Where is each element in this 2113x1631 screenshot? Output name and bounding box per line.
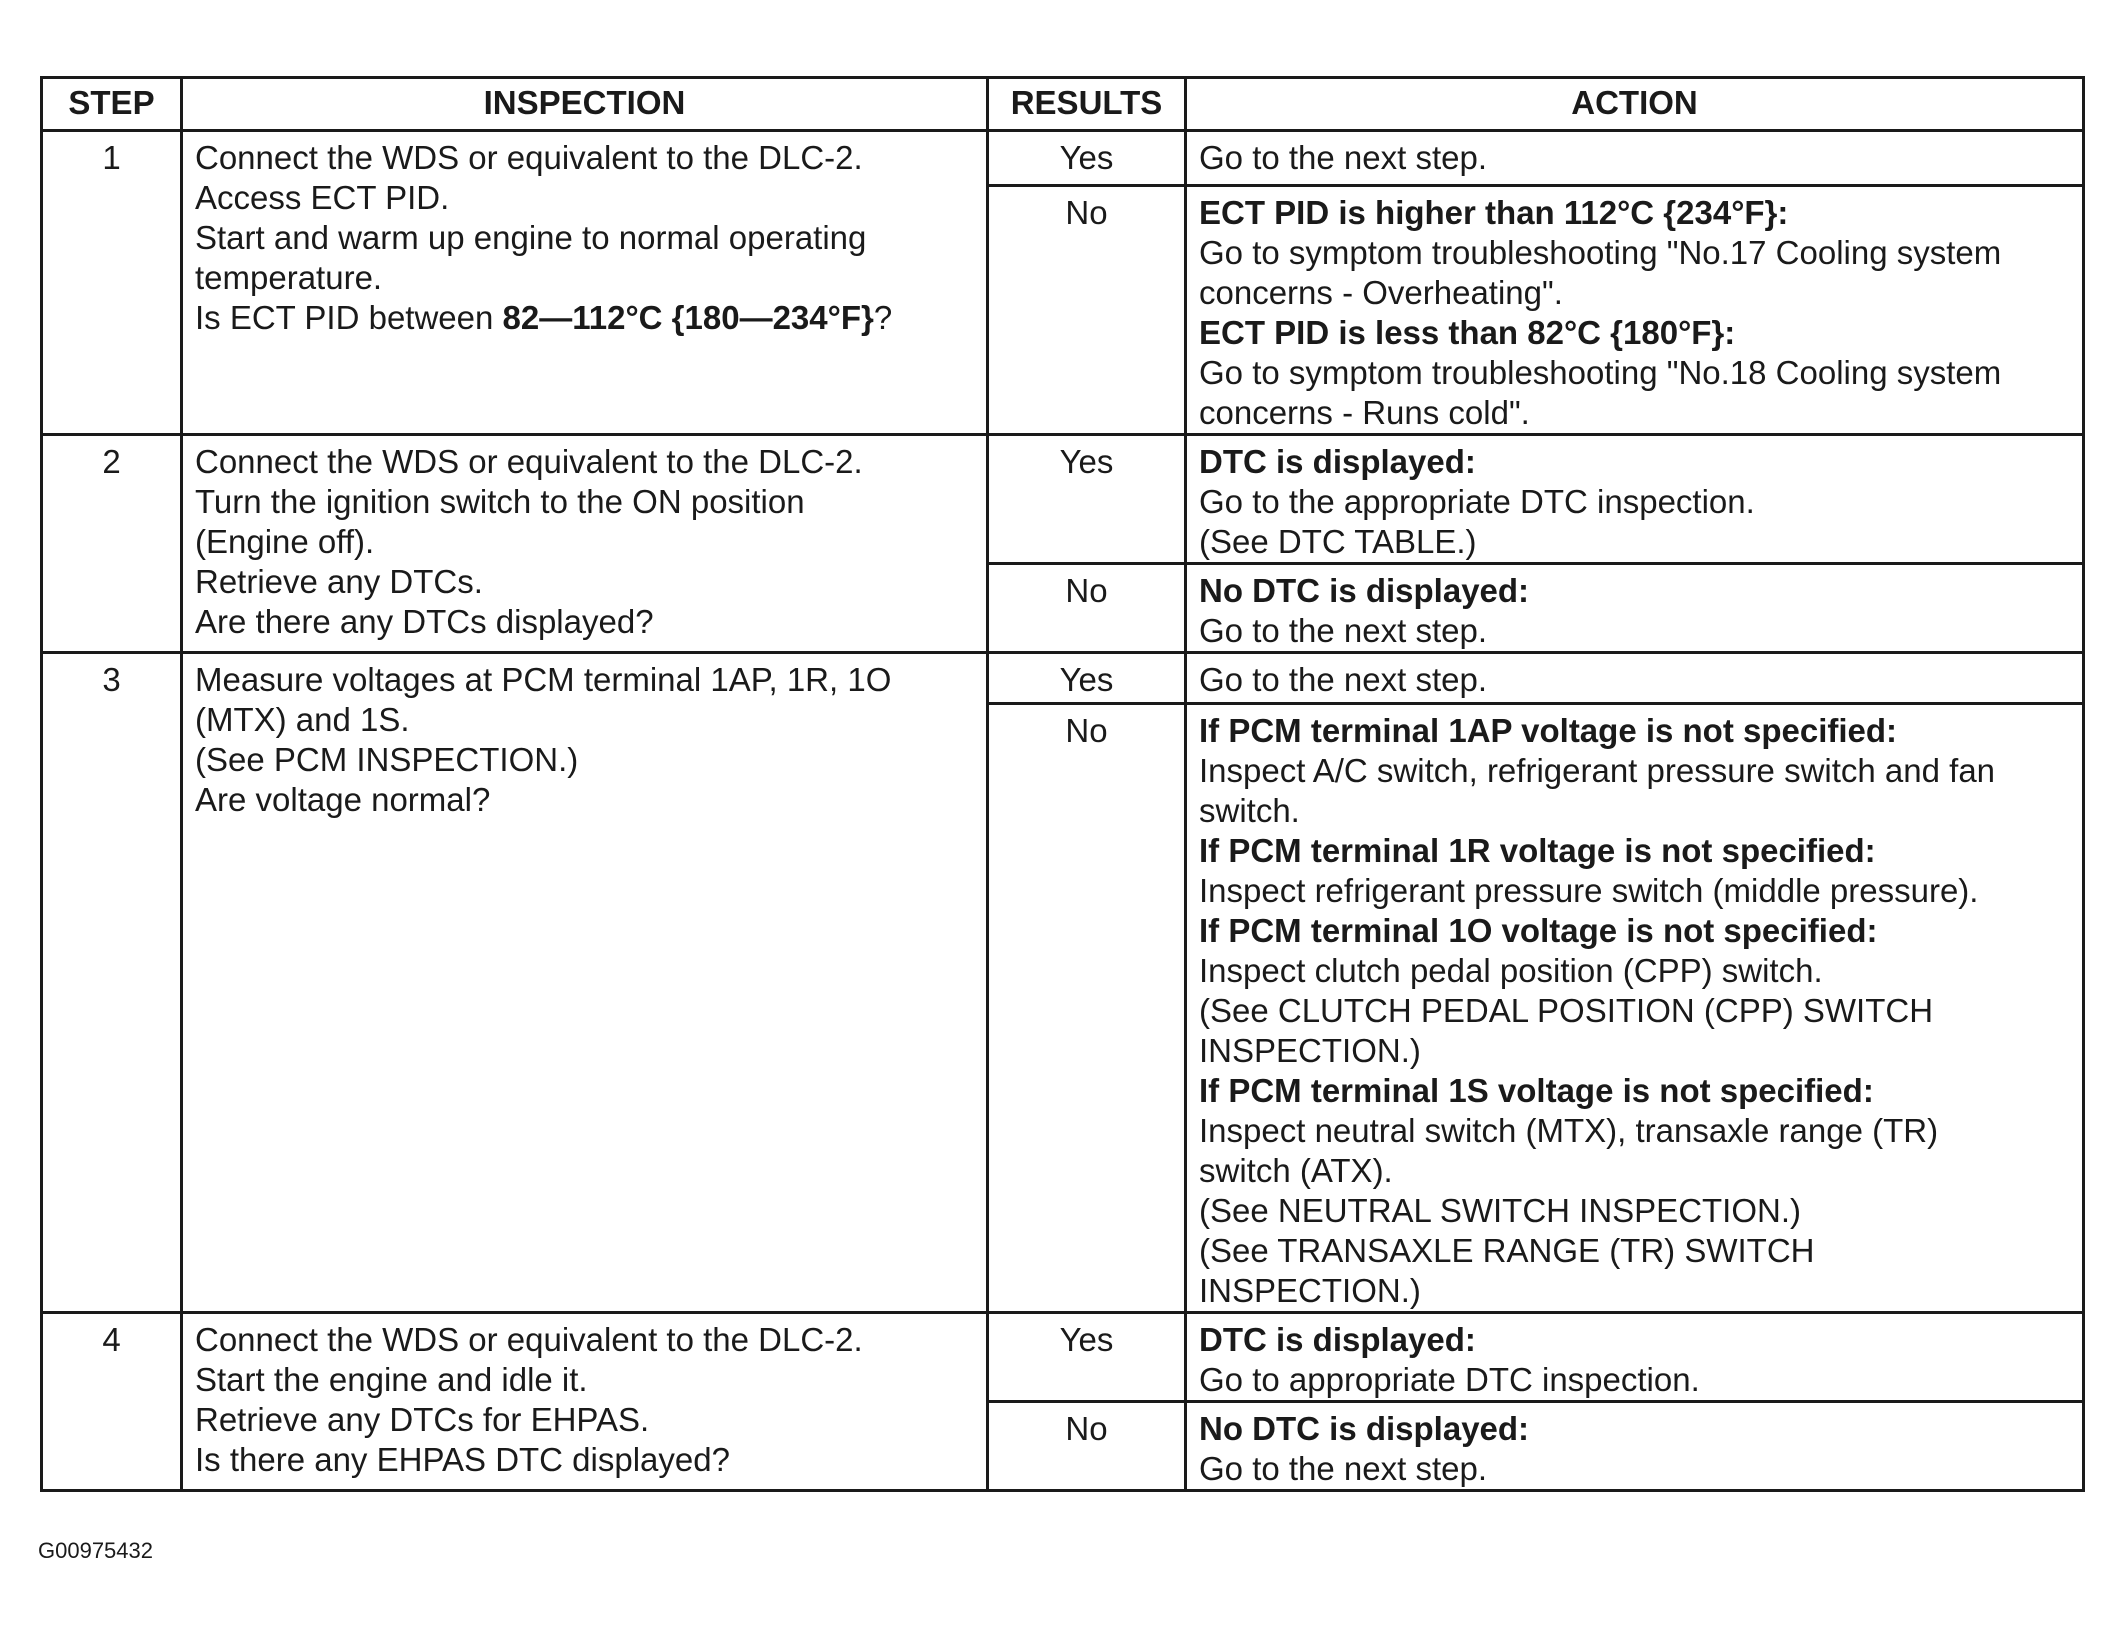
result-no: No — [988, 186, 1186, 435]
action-text: (See DTC TABLE.) — [1199, 523, 1477, 560]
result-yes: Yes — [988, 653, 1186, 704]
inspection-table — [40, 76, 2085, 1492]
inspection-text: Start the engine and idle it. — [195, 1361, 588, 1398]
result-no: No — [988, 1402, 1186, 1491]
action-text: Inspect A/C switch, refrigerant pressure switch and fan switch. — [1199, 752, 1996, 829]
inspection-text: Access ECT PID. — [195, 179, 450, 216]
action-heading: If PCM terminal 1AP voltage is not specified: — [1199, 712, 1898, 749]
action-cell — [1186, 1313, 2084, 1402]
action-text: Inspect neutral switch (MTX), transaxle range (TR) switch (ATX). — [1199, 1112, 1939, 1189]
action-cell — [1186, 704, 2084, 1313]
result-no: No — [988, 704, 1186, 1313]
header-action: ACTION — [1186, 78, 2084, 131]
header-row — [42, 78, 2084, 131]
action-heading: No DTC is displayed: — [1199, 572, 1530, 609]
action-cell — [1186, 564, 2084, 653]
table-row — [42, 435, 2084, 564]
action-text: (See TRANSAXLE RANGE (TR) SWITCH INSPECTION.) — [1199, 1232, 1815, 1309]
inspection-question: Are voltage normal? — [195, 781, 491, 818]
inspection-cell — [182, 653, 988, 1313]
inspection-text: Turn the ignition switch to the ON position — [195, 483, 805, 520]
spec-value: 82—112°C {180—234°F} — [502, 299, 874, 336]
step-number: 2 — [42, 435, 182, 653]
step-number: 4 — [42, 1313, 182, 1491]
action-text: Go to appropriate DTC inspection. — [1199, 1361, 1700, 1398]
inspection-question: Is there any EHPAS DTC displayed? — [195, 1441, 730, 1478]
action-cell — [1186, 131, 2084, 186]
inspection-cell — [182, 1313, 988, 1491]
inspection-text: Start and warm up engine to normal operating temperature. — [195, 219, 867, 296]
step-number: 3 — [42, 653, 182, 1313]
action-text: Go to the appropriate DTC inspection. — [1199, 483, 1755, 520]
header-results: RESULTS — [988, 78, 1186, 131]
inspection-text: ? — [873, 299, 893, 336]
action-cell — [1186, 435, 2084, 564]
inspection-text: Connect the WDS or equivalent to the DLC-2. — [195, 1321, 863, 1358]
inspection-question: Are there any DTCs displayed? — [195, 603, 654, 640]
inspection-text: (See PCM INSPECTION.) — [195, 741, 579, 778]
table-row — [42, 653, 2084, 704]
header-step: STEP — [42, 78, 182, 131]
table-row — [42, 131, 2084, 186]
inspection-text: Retrieve any DTCs for EHPAS. — [195, 1401, 650, 1438]
action-heading: ECT PID is less than 82°C {180°F}: — [1199, 314, 1736, 351]
inspection-cell — [182, 435, 988, 653]
result-yes: Yes — [988, 131, 1186, 186]
inspection-text: (Engine off). — [195, 523, 375, 560]
action-text: Go to the next step. — [1199, 612, 1488, 649]
action-text: Go to the next step. — [1199, 661, 1488, 698]
action-text: Inspect clutch pedal position (CPP) switch. — [1199, 952, 1823, 989]
inspection-text: Retrieve any DTCs. — [195, 563, 483, 600]
result-no: No — [988, 564, 1186, 653]
result-yes: Yes — [988, 1313, 1186, 1402]
action-cell — [1186, 1402, 2084, 1491]
action-heading: No DTC is displayed: — [1199, 1410, 1530, 1447]
action-text: (See CLUTCH PEDAL POSITION (CPP) SWITCH INSPECTION.) — [1199, 992, 1934, 1069]
action-text: Go to the next step. — [1199, 1450, 1488, 1487]
action-heading: If PCM terminal 1R voltage is not specified: — [1199, 832, 1876, 869]
action-heading: DTC is displayed: — [1199, 1321, 1476, 1358]
inspection-question — [195, 298, 978, 338]
header-inspection: INSPECTION — [182, 78, 988, 131]
action-cell — [1186, 186, 2084, 435]
action-text: Inspect refrigerant pressure switch (middle pressure). — [1199, 872, 1979, 909]
action-heading: If PCM terminal 1S voltage is not specified: — [1199, 1072, 1874, 1109]
figure-code: G00975432 — [38, 1538, 153, 1563]
inspection-text: Is ECT PID between — [195, 299, 503, 336]
action-text: Go to symptom troubleshooting "No.17 Cooling system concerns - Overheating". — [1199, 234, 2002, 311]
inspection-text: Connect the WDS or equivalent to the DLC-2. — [195, 139, 863, 176]
action-text: (See NEUTRAL SWITCH INSPECTION.) — [1199, 1192, 1802, 1229]
action-cell — [1186, 653, 2084, 704]
action-text: Go to the next step. — [1199, 139, 1488, 176]
action-heading: ECT PID is higher than 112°C {234°F}: — [1199, 194, 1789, 231]
inspection-text: (MTX) and 1S. — [195, 701, 410, 738]
action-heading: If PCM terminal 1O voltage is not specified: — [1199, 912, 1878, 949]
action-text: Go to symptom troubleshooting "No.18 Cooling system concerns - Runs cold". — [1199, 354, 2002, 431]
table-row — [42, 1313, 2084, 1402]
result-yes: Yes — [988, 435, 1186, 564]
action-heading: DTC is displayed: — [1199, 443, 1476, 480]
inspection-cell — [182, 131, 988, 435]
inspection-text: Connect the WDS or equivalent to the DLC-2. — [195, 443, 863, 480]
inspection-text: Measure voltages at PCM terminal 1AP, 1R, 1O — [195, 661, 892, 698]
step-number: 1 — [42, 131, 182, 435]
